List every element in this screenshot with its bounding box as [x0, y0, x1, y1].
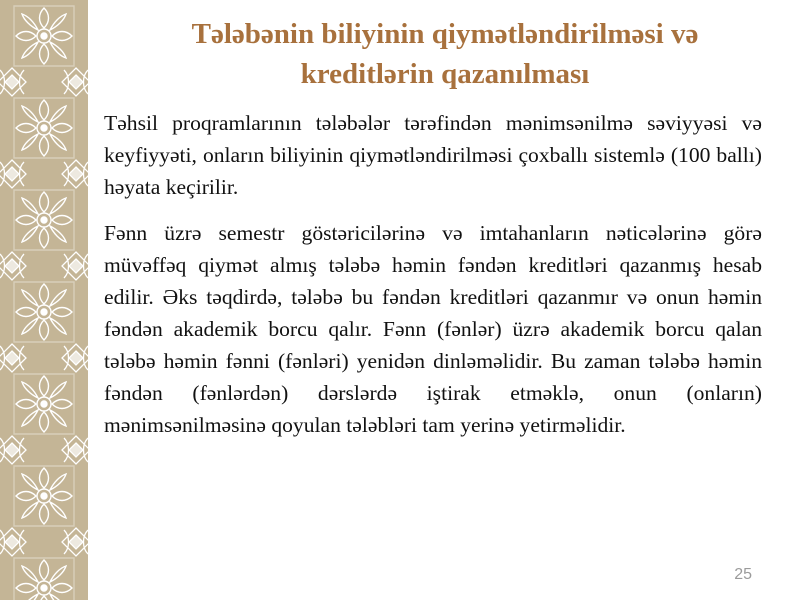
slide-title-line-2: kreditlәrin qazanılması	[300, 58, 590, 90]
slide-title	[100, 14, 790, 94]
slide-title-line-1: Tәlәbәnin biliyinin qiymәtlәndirilmәsi vә	[191, 18, 699, 50]
slide-body-text	[104, 107, 762, 441]
slide-page-number: 25	[734, 566, 752, 583]
body-paragraph-2: Fәnn üzrә semestr göstәricilәrinә vә imtahanların nәticәlәrinә görә müvәffәq qiymәt almış tәlәbә hәmin fәndәn kreditlәri qazanmış hesab edilir. Әks tәqdirdә, tәlәbә bu fәndәn kreditlәri qazanmır vә onun hәmin fәndәn akademik borcu qalır. Fәnn (fәnlәr) üzrә akademik borcu qalan tәlәbә hәmin fәnni (fәnlәri) yenidәn dinlәmәlidir. Bu zaman tәlәbә hәmin fәndәn (fәnlәrdәn) dәrslәrdә iştirak etmәklә, onun (onların) mәnimsәnilmәsinә qoyulan tәlәblәri tam yerinә yetirmәlidir.	[104, 221, 762, 437]
body-paragraph-1: Tәhsil proqramlarının tәlәbәlәr tәrәfindәn mәnimsәnilmә sәviyyәsi vә keyfiyyәti, onların biliyinin qiymәtlәndirilmәsi çoxballı sistemlә (100 ballı) hәyata keçirilir.	[104, 111, 762, 199]
decorative-ornament-border	[0, 0, 88, 600]
ornament-pattern-icon	[0, 0, 88, 600]
